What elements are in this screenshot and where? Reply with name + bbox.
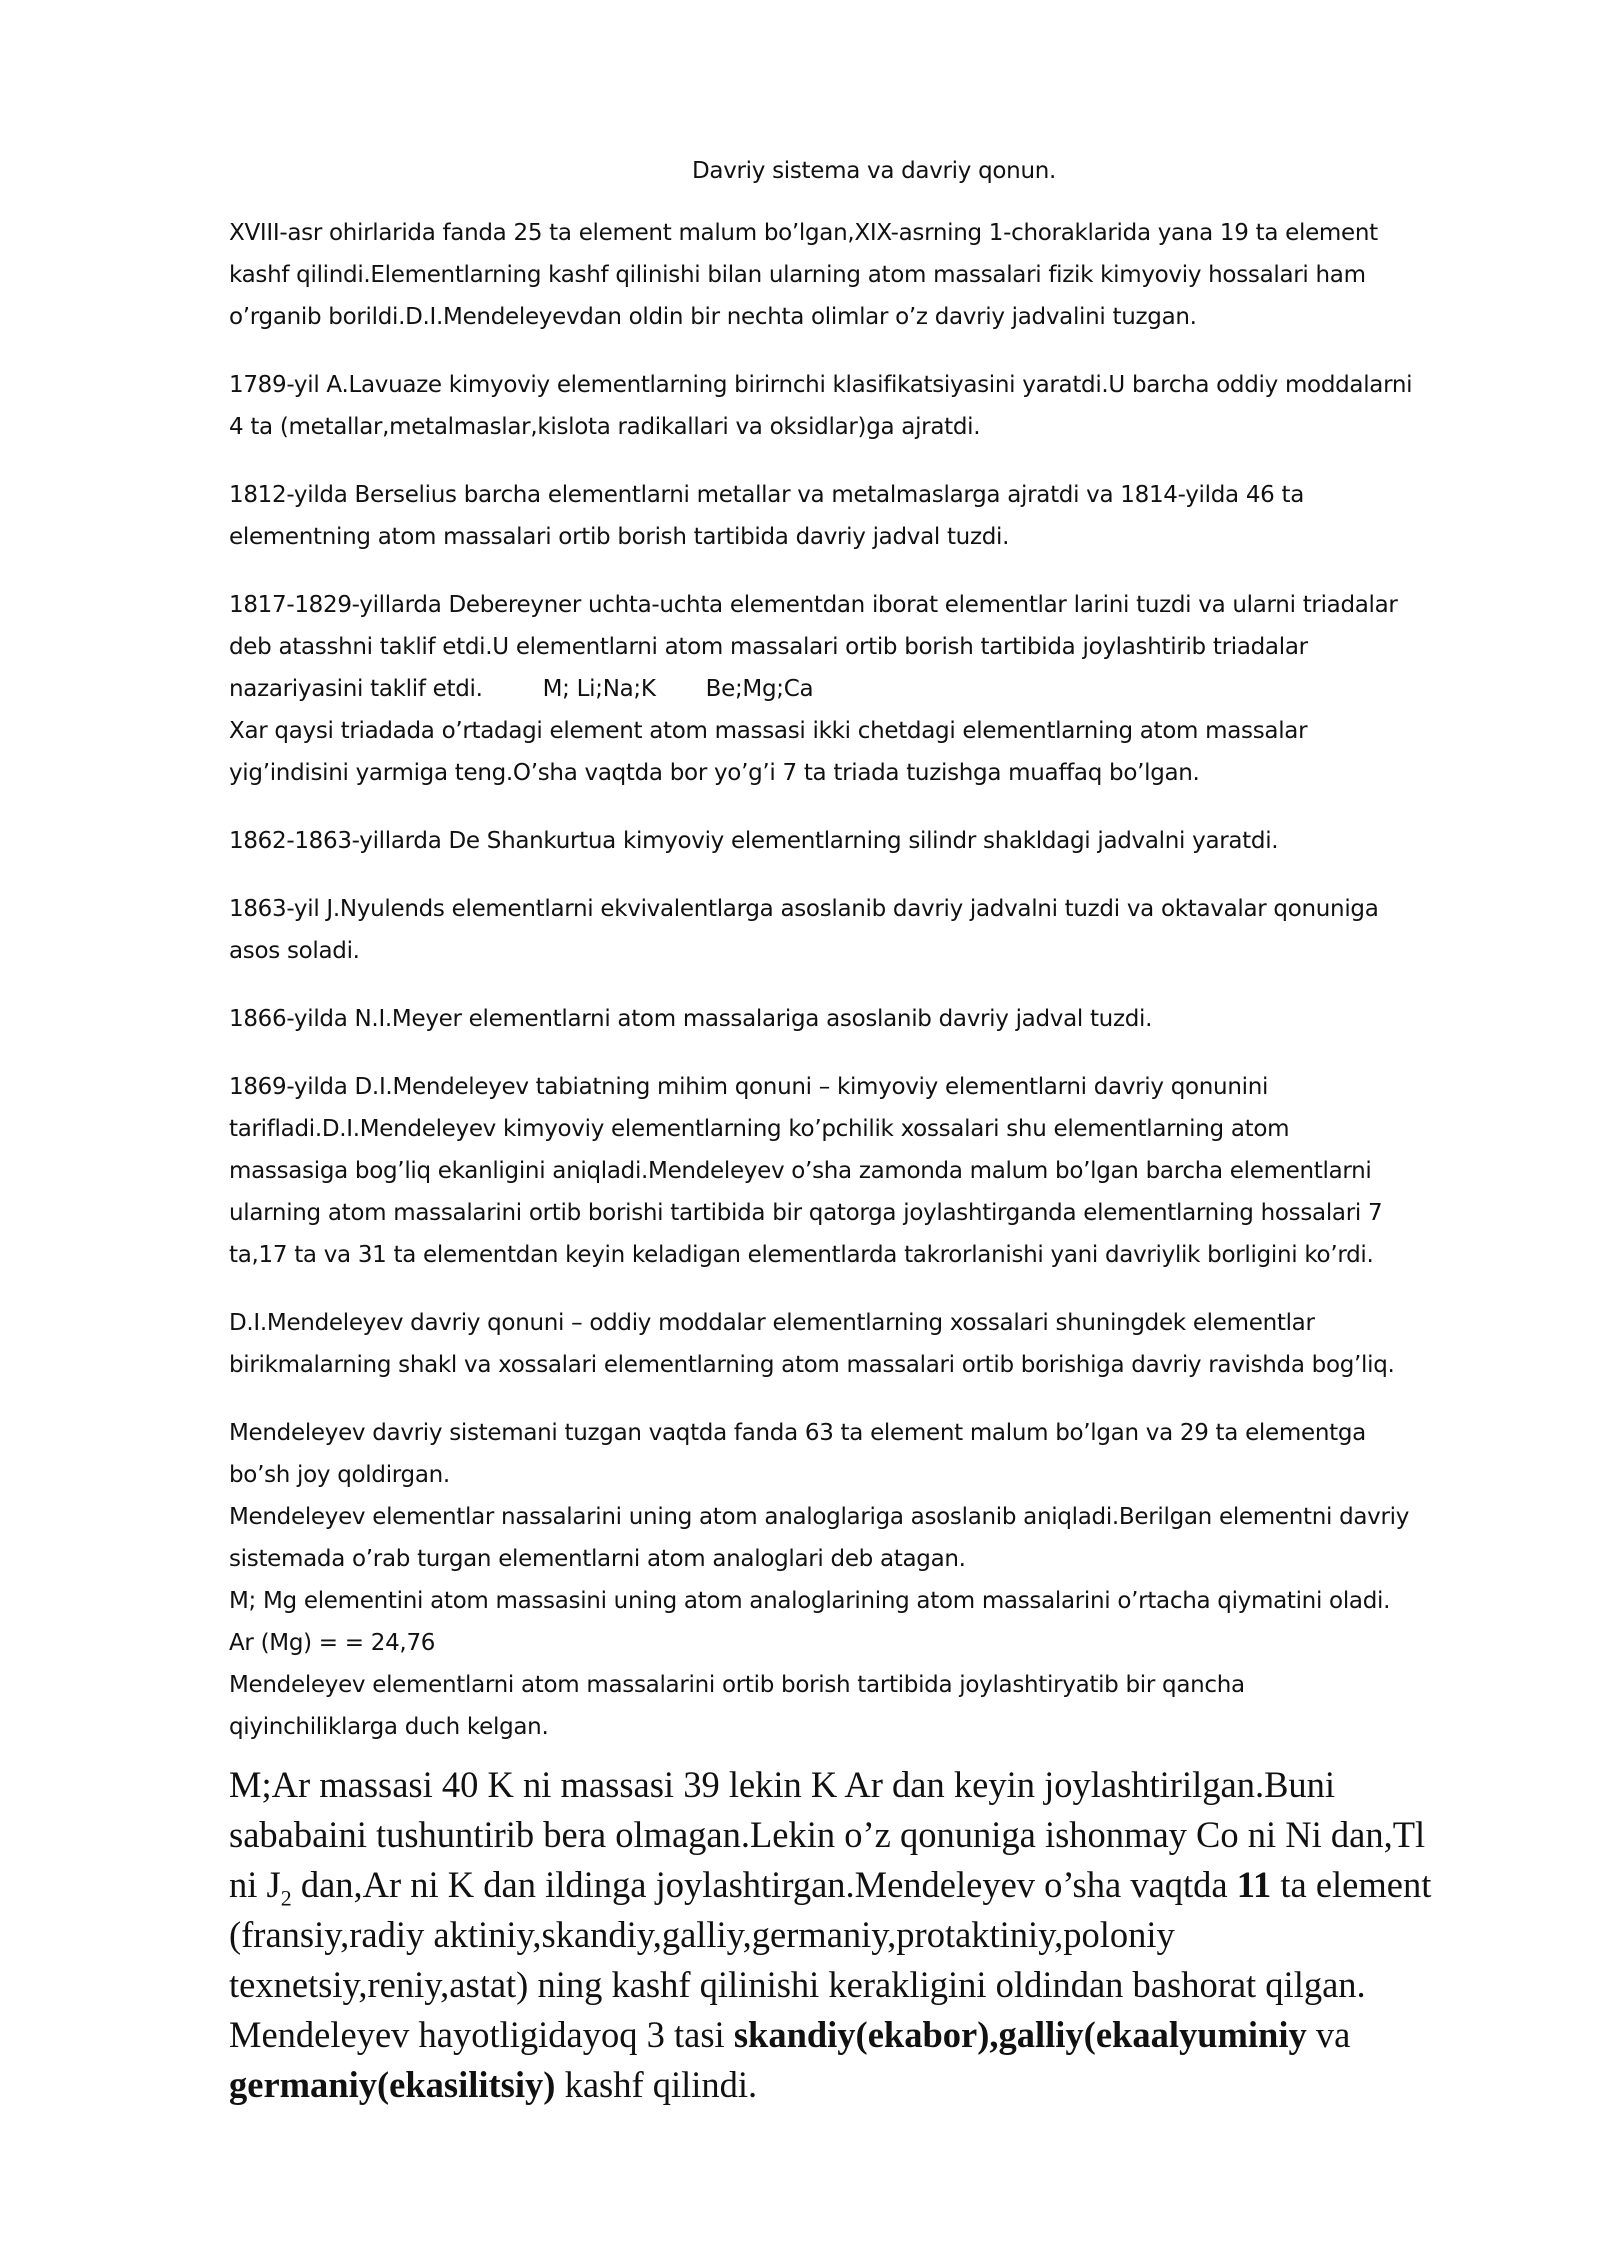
paragraph-atom-analogs bbox=[229, 1412, 1519, 1748]
bold-text: skandiy(ekabor),galliy(ekaalyuminiy bbox=[733, 2014, 1307, 2055]
text-line: yig’indisini yarmiga teng.O’sha vaqtda bor yo’g’i 7 ta triada tuzishga muaffaq bo’lgan. bbox=[229, 760, 1200, 786]
triad-example-1: M; Li;Na;K bbox=[542, 676, 656, 702]
text-line: ta,17 ta va 31 ta elementdan keyin keladigan elementlarda takrorlanishi yani davriylik borligini ko’rdi. bbox=[229, 1242, 1374, 1268]
paragraph-periodic-law bbox=[229, 1302, 1519, 1386]
text-line: M; Mg elementini atom massasini uning atom analoglarining atom massalarini o’rtacha qiymatini oladi. bbox=[229, 1588, 1391, 1614]
text-line: Mendeleyev davriy sistemani tuzgan vaqtda fanda 63 ta element malum bo’lgan va 29 ta elementga bbox=[229, 1420, 1366, 1446]
paragraph-predictions bbox=[229, 1760, 1519, 2110]
formula-line: Ar (Mg) = = 24,76 bbox=[229, 1630, 436, 1656]
text-line: sistemada o’rab turgan elementlarni atom analoglari deb atagan. bbox=[229, 1546, 966, 1572]
text-line: Mendeleyev elementlarni atom massalarini ortib borish tartibida joylashtiryatib bir qancha bbox=[229, 1672, 1245, 1698]
text-line: ularning atom massalarini ortib borishi tartibida bir qatorga joylashtirganda elementlarning hossalari 7 bbox=[229, 1200, 1383, 1226]
paragraph-debereyner bbox=[229, 584, 1519, 794]
paragraph-lavuaze bbox=[229, 364, 1519, 448]
text-line bbox=[229, 2060, 1519, 2110]
paragraph-intro bbox=[229, 212, 1519, 338]
text-fragment: ni J bbox=[229, 1864, 281, 1905]
text-line: (fransiy,radiy aktiniy,skandiy,galliy,germaniy,protaktiniy,poloniy bbox=[229, 1914, 1175, 1955]
text-line: o’rganib borildi.D.I.Mendeleyevdan oldin bir nechta olimlar o’z davriy jadvalini tuzgan. bbox=[229, 304, 1197, 330]
text-line: Xar qaysi triadada o’rtadagi element atom massasi ikki chetdagi elementlarning atom massalar bbox=[229, 718, 1308, 744]
text-line: sababaini tushuntirib bera olmagan.Lekin o’z qonuniga ishonmay Co ni Ni dan,Tl bbox=[229, 1814, 1426, 1855]
text-line: kashf qilindi.Elementlarning kashf qilinishi bilan ularning atom massalari fizik kimyoviy hossalari ham bbox=[229, 262, 1366, 288]
text-line: birikmalarning shakl va xossalari elementlarning atom massalari ortib borishiga davriy ravishda bog’liq. bbox=[229, 1352, 1395, 1378]
text-fragment: Mendeleyev hayotligidayoq 3 tasi bbox=[229, 2014, 734, 2055]
paragraph-mendeleyev-1869 bbox=[229, 1066, 1519, 1276]
text-line: elementning atom massalari ortib borish tartibida davriy jadval tuzdi. bbox=[229, 524, 1010, 550]
text-line: M;Ar massasi 40 K ni massasi 39 lekin K Ar dan keyin joylashtirilgan.Buni bbox=[229, 1764, 1336, 1805]
text-line: massasiga bog’liq ekanligini aniqladi.Mendeleyev o’sha zamonda malum bo’lgan barcha elementlarni bbox=[229, 1158, 1372, 1184]
subscript: 2 bbox=[280, 1885, 292, 1911]
document-page bbox=[229, 150, 1519, 2110]
text-line: texnetsiy,reniy,astat) ning kashf qilinishi kerakligini oldindan bashorat qilgan. bbox=[229, 1964, 1366, 2005]
text-line: D.I.Mendeleyev davriy qonuni – oddiy moddalar elementlarning xossalari shuningdek elementlar bbox=[229, 1310, 1315, 1336]
paragraph-berselius bbox=[229, 474, 1519, 558]
text-fragment: ta element bbox=[1271, 1864, 1432, 1905]
paragraph-meyer bbox=[229, 998, 1519, 1040]
document-title: Davriy sistema va davriy qonun. bbox=[691, 158, 1057, 184]
text-line-triads bbox=[229, 668, 1519, 710]
text-line: 4 ta (metallar,metalmaslar,kislota radikallari va oksidlar)ga ajratdi. bbox=[229, 414, 981, 440]
text-line: bo’sh joy qoldirgan. bbox=[229, 1462, 450, 1488]
paragraph-nyulends bbox=[229, 888, 1519, 972]
text-line: asos soladi. bbox=[229, 938, 360, 964]
text-line: deb atasshni taklif etdi.U elementlarni atom massalari ortib borish tartibida joylashtirib triadalar bbox=[229, 634, 1308, 660]
text-fragment: kashf qilindi. bbox=[555, 2064, 758, 2105]
text-line: tarifladi.D.I.Mendeleyev kimyoviy elementlarning ko’pchilik xossalari shu elementlarning atom bbox=[229, 1116, 1290, 1142]
text-line bbox=[229, 1860, 1519, 1910]
text-fragment: va bbox=[1306, 2014, 1351, 2055]
text-line: 1789-yil A.Lavuaze kimyoviy elementlarning birirnchi klasifikatsiyasini yaratdi.U barcha oddiy moddalarni bbox=[229, 372, 1413, 398]
text-line: qiyinchiliklarga duch kelgan. bbox=[229, 1714, 549, 1740]
bold-text: germaniy(ekasilitsiy) bbox=[229, 2064, 556, 2105]
bold-number: 11 bbox=[1236, 1864, 1272, 1905]
text-line bbox=[229, 2010, 1519, 2060]
text-line: 1863-yil J.Nyulends elementlarni ekvivalentlarga asoslanib davriy jadvalni tuzdi va oktavalar qonuniga bbox=[229, 896, 1379, 922]
text-line: 1812-yilda Berselius barcha elementlarni metallar va metalmaslarga ajratdi va 1814-yilda 46 ta bbox=[229, 482, 1305, 508]
text-fragment: dan,Ar ni K dan ildinga joylashtirgan.Mendeleyev o’sha vaqtda bbox=[291, 1864, 1237, 1905]
text-line: 1866-yilda N.I.Meyer elementlarni atom massalariga asoslanib davriy jadval tuzdi. bbox=[229, 1006, 1153, 1032]
text-line: 1817-1829-yillarda Debereyner uchta-uchta elementdan iborat elementlar larini tuzdi va ularni triadalar bbox=[229, 592, 1398, 618]
text-fragment: nazariyasini taklif etdi. bbox=[229, 676, 483, 702]
paragraph-shankurtua bbox=[229, 820, 1519, 862]
text-line: 1862-1863-yillarda De Shankurtua kimyoviy elementlarning silindr shakldagi jadvalni yaratdi. bbox=[229, 828, 1279, 854]
triad-example-2: Be;Mg;Ca bbox=[705, 676, 814, 702]
text-line: Mendeleyev elementlar nassalarini uning atom analoglariga asoslanib aniqladi.Berilgan elementni davriy bbox=[229, 1504, 1410, 1530]
text-line: XVIII-asr ohirlarida fanda 25 ta element malum bo’lgan,XIX-asrning 1-choraklarida yana 19 ta element bbox=[229, 220, 1378, 246]
text-line: 1869-yilda D.I.Mendeleyev tabiatning mihim qonuni – kimyoviy elementlarni davriy qonunini bbox=[229, 1074, 1269, 1100]
